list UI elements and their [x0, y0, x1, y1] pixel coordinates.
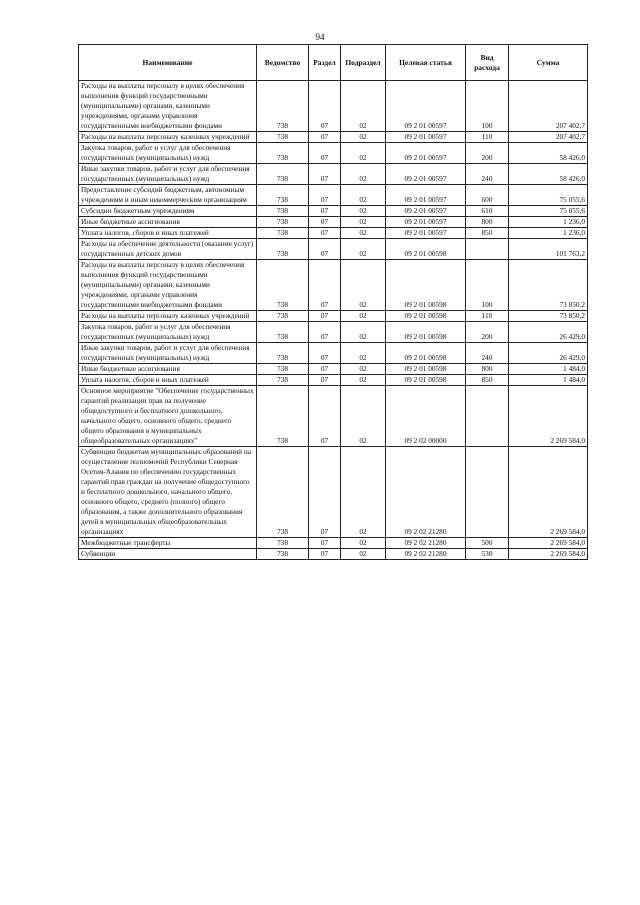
- header-expense-type: Вид расхода: [466, 45, 509, 81]
- row-expense-type: 200: [466, 322, 509, 343]
- row-subsection: 02: [341, 164, 386, 185]
- row-name: Иные закупки товаров, работ и услуг для обеспечения государственных (муниципальных) нужд: [79, 343, 257, 364]
- row-sum: 26 429,0: [509, 322, 588, 343]
- row-section: 07: [309, 386, 341, 447]
- row-sum: 1 236,0: [509, 217, 588, 228]
- row-subsection: 02: [341, 81, 386, 132]
- row-department: 738: [257, 143, 309, 164]
- row-sum: 73 850,2: [509, 311, 588, 322]
- row-expense-type: 200: [466, 143, 509, 164]
- row-sum: 2 269 584,0: [509, 549, 588, 560]
- row-section: 07: [309, 239, 341, 260]
- row-section: 07: [309, 81, 341, 132]
- row-department: 738: [257, 364, 309, 375]
- row-target-article: 09 2 01 00598: [386, 364, 466, 375]
- row-expense-type: 240: [466, 164, 509, 185]
- row-sum: 207 402,7: [509, 81, 588, 132]
- row-name: Иные закупки товаров, работ и услуг для обеспечения государственных (муниципальных) нужд: [79, 164, 257, 185]
- table-row: [79, 549, 588, 560]
- header-department: Ведомство: [257, 45, 309, 81]
- table-row: [79, 143, 588, 164]
- table-row: [79, 164, 588, 185]
- header-name: Наименование: [79, 45, 257, 81]
- row-section: 07: [309, 311, 341, 322]
- row-sum: 1 236,0: [509, 228, 588, 239]
- row-name: Уплата налогов, сборов и иных платежей: [79, 375, 257, 386]
- row-sum: 2 269 584,0: [509, 447, 588, 538]
- row-section: 07: [309, 538, 341, 549]
- row-section: 07: [309, 447, 341, 538]
- row-section: 07: [309, 164, 341, 185]
- row-department: 738: [257, 322, 309, 343]
- row-expense-type: 110: [466, 311, 509, 322]
- table-row: [79, 538, 588, 549]
- row-section: 07: [309, 217, 341, 228]
- row-department: 738: [257, 311, 309, 322]
- row-department: 738: [257, 386, 309, 447]
- table-row: [79, 364, 588, 375]
- row-sum: 2 269 584,0: [509, 386, 588, 447]
- row-section: 07: [309, 375, 341, 386]
- row-expense-type: 800: [466, 364, 509, 375]
- row-department: 738: [257, 81, 309, 132]
- row-target-article: 09 2 02 21280: [386, 538, 466, 549]
- row-sum: 207 402,7: [509, 132, 588, 143]
- row-section: 07: [309, 132, 341, 143]
- table-row: [79, 260, 588, 311]
- row-expense-type: 600: [466, 185, 509, 206]
- row-sum: 75 055,6: [509, 185, 588, 206]
- row-name: Предоставление субсидий бюджетным, автономным учреждениям и иным некоммерческим организациям: [79, 185, 257, 206]
- row-name: Иные бюджетные ассигнования: [79, 217, 257, 228]
- row-name: Основное мероприятие "Обеспечение государственных гарантий реализации прав на получение общедоступного и бесплатного дошкольного, начального общего, основного общего, среднего общего образования в муниципальных общеобразовательных организациях": [79, 386, 257, 447]
- row-name: Расходы на выплаты персоналу в целях обеспечения выполнения функций государственными (муниципальными) органами, казенными учреждениями, органами управления государственными внебюджетными фондами: [79, 260, 257, 311]
- row-sum: 58 426,0: [509, 164, 588, 185]
- row-sum: 75 055,6: [509, 206, 588, 217]
- page-number: 94: [315, 32, 325, 42]
- row-name: Иные бюджетные ассигнования: [79, 364, 257, 375]
- row-department: 738: [257, 447, 309, 538]
- row-target-article: 09 2 01 00597: [386, 217, 466, 228]
- row-target-article: 09 2 01 00597: [386, 164, 466, 185]
- row-target-article: 09 2 01 00598: [386, 375, 466, 386]
- row-expense-type: 850: [466, 228, 509, 239]
- row-department: 738: [257, 538, 309, 549]
- header-subsection: Подраздел: [341, 45, 386, 81]
- row-name: Субвенции: [79, 549, 257, 560]
- row-expense-type: 850: [466, 375, 509, 386]
- table-row: [79, 343, 588, 364]
- row-expense-type: 100: [466, 81, 509, 132]
- table-row: [79, 311, 588, 322]
- row-target-article: 09 2 01 00598: [386, 311, 466, 322]
- row-expense-type: 100: [466, 260, 509, 311]
- row-subsection: 02: [341, 364, 386, 375]
- row-name: Уплата налогов, сборов и иных платежей: [79, 228, 257, 239]
- row-name: Субсидии бюджетным учреждениям: [79, 206, 257, 217]
- row-section: 07: [309, 343, 341, 364]
- table-row: [79, 447, 588, 538]
- row-subsection: 02: [341, 143, 386, 164]
- row-name: Субвенции бюджетам муниципальных образований на осуществление полномочий Республики Северная Осетия-Алания по обеспечению государственных гарантий прав граждан на получение общедоступного и бесплатного дошкольного, начального общего, основного общего, среднего (полного) общего образования, а также дополнительного образования детей в муниципальных общеобразовательных организациях: [79, 447, 257, 538]
- row-expense-type: 500: [466, 538, 509, 549]
- row-subsection: 02: [341, 538, 386, 549]
- row-subsection: 02: [341, 375, 386, 386]
- row-subsection: 02: [341, 260, 386, 311]
- row-subsection: 02: [341, 549, 386, 560]
- row-target-article: 09 2 01 00598: [386, 343, 466, 364]
- row-subsection: 02: [341, 206, 386, 217]
- row-department: 738: [257, 260, 309, 311]
- row-subsection: 02: [341, 217, 386, 228]
- row-name: Закупка товаров, работ и услуг для обеспечения государственных (муниципальных) нужд: [79, 143, 257, 164]
- budget-table: [78, 44, 588, 560]
- row-name: Закупка товаров, работ и услуг для обеспечения государственных (муниципальных) нужд: [79, 322, 257, 343]
- row-department: 738: [257, 206, 309, 217]
- row-expense-type: [466, 447, 509, 538]
- row-sum: 101 763,2: [509, 239, 588, 260]
- row-target-article: 09 2 01 00598: [386, 322, 466, 343]
- row-department: 738: [257, 343, 309, 364]
- row-target-article: 09 2 01 00597: [386, 228, 466, 239]
- row-section: 07: [309, 364, 341, 375]
- row-section: 07: [309, 549, 341, 560]
- row-subsection: 02: [341, 386, 386, 447]
- row-section: 07: [309, 260, 341, 311]
- table-row: [79, 206, 588, 217]
- row-target-article: 09 2 01 00597: [386, 206, 466, 217]
- row-name: Расходы на выплаты персоналу в целях обеспечения выполнения функций государственными (муниципальными) органами, казенными учреждениями, органами управления государственными внебюджетными фондами: [79, 81, 257, 132]
- row-name: Расходы на выплаты персоналу казенных учреждений: [79, 132, 257, 143]
- row-section: 07: [309, 143, 341, 164]
- row-department: 738: [257, 549, 309, 560]
- table-row: [79, 386, 588, 447]
- row-subsection: 02: [341, 185, 386, 206]
- row-target-article: 09 2 02 21280: [386, 549, 466, 560]
- row-sum: 2 269 584,0: [509, 538, 588, 549]
- row-expense-type: 110: [466, 132, 509, 143]
- table-row: [79, 81, 588, 132]
- row-subsection: 02: [341, 132, 386, 143]
- table-header-row: [79, 45, 588, 81]
- row-expense-type: 610: [466, 206, 509, 217]
- table-row: [79, 239, 588, 260]
- row-sum: 73 850,2: [509, 260, 588, 311]
- row-target-article: 09 2 01 00597: [386, 143, 466, 164]
- row-section: 07: [309, 206, 341, 217]
- row-name: Расходы на обеспечение деятельности (оказание услуг) государственных детских домов: [79, 239, 257, 260]
- row-target-article: 09 2 01 00597: [386, 81, 466, 132]
- table-row: [79, 217, 588, 228]
- row-department: 738: [257, 164, 309, 185]
- row-subsection: 02: [341, 228, 386, 239]
- row-sum: 26 429,0: [509, 343, 588, 364]
- row-subsection: 02: [341, 311, 386, 322]
- row-section: 07: [309, 228, 341, 239]
- row-sum: 1 484,0: [509, 364, 588, 375]
- row-expense-type: [466, 239, 509, 260]
- row-target-article: 09 2 01 00598: [386, 260, 466, 311]
- row-subsection: 02: [341, 447, 386, 538]
- table-row: [79, 228, 588, 239]
- row-expense-type: 240: [466, 343, 509, 364]
- row-target-article: 09 2 02 21280: [386, 447, 466, 538]
- header-target-article: Целевая статья: [386, 45, 466, 81]
- table-row: [79, 375, 588, 386]
- table-row: [79, 185, 588, 206]
- header-sum: Сумма: [509, 45, 588, 81]
- row-department: 738: [257, 239, 309, 260]
- row-department: 738: [257, 185, 309, 206]
- row-target-article: 09 2 01 00597: [386, 185, 466, 206]
- header-section: Раздел: [309, 45, 341, 81]
- row-sum: 58 426,0: [509, 143, 588, 164]
- row-name: Расходы на выплаты персоналу казенных учреждений: [79, 311, 257, 322]
- row-subsection: 02: [341, 322, 386, 343]
- row-subsection: 02: [341, 343, 386, 364]
- row-target-article: 09 2 01 00597: [386, 132, 466, 143]
- row-department: 738: [257, 132, 309, 143]
- row-sum: 1 484,0: [509, 375, 588, 386]
- row-section: 07: [309, 185, 341, 206]
- row-target-article: 09 2 01 00598: [386, 239, 466, 260]
- row-subsection: 02: [341, 239, 386, 260]
- row-department: 738: [257, 375, 309, 386]
- table-row: [79, 132, 588, 143]
- row-department: 738: [257, 228, 309, 239]
- row-name: Межбюджетные трансферты: [79, 538, 257, 549]
- table-row: [79, 322, 588, 343]
- row-target-article: 09 2 02 00000: [386, 386, 466, 447]
- row-expense-type: 530: [466, 549, 509, 560]
- row-department: 738: [257, 217, 309, 228]
- row-expense-type: 800: [466, 217, 509, 228]
- row-section: 07: [309, 322, 341, 343]
- row-expense-type: [466, 386, 509, 447]
